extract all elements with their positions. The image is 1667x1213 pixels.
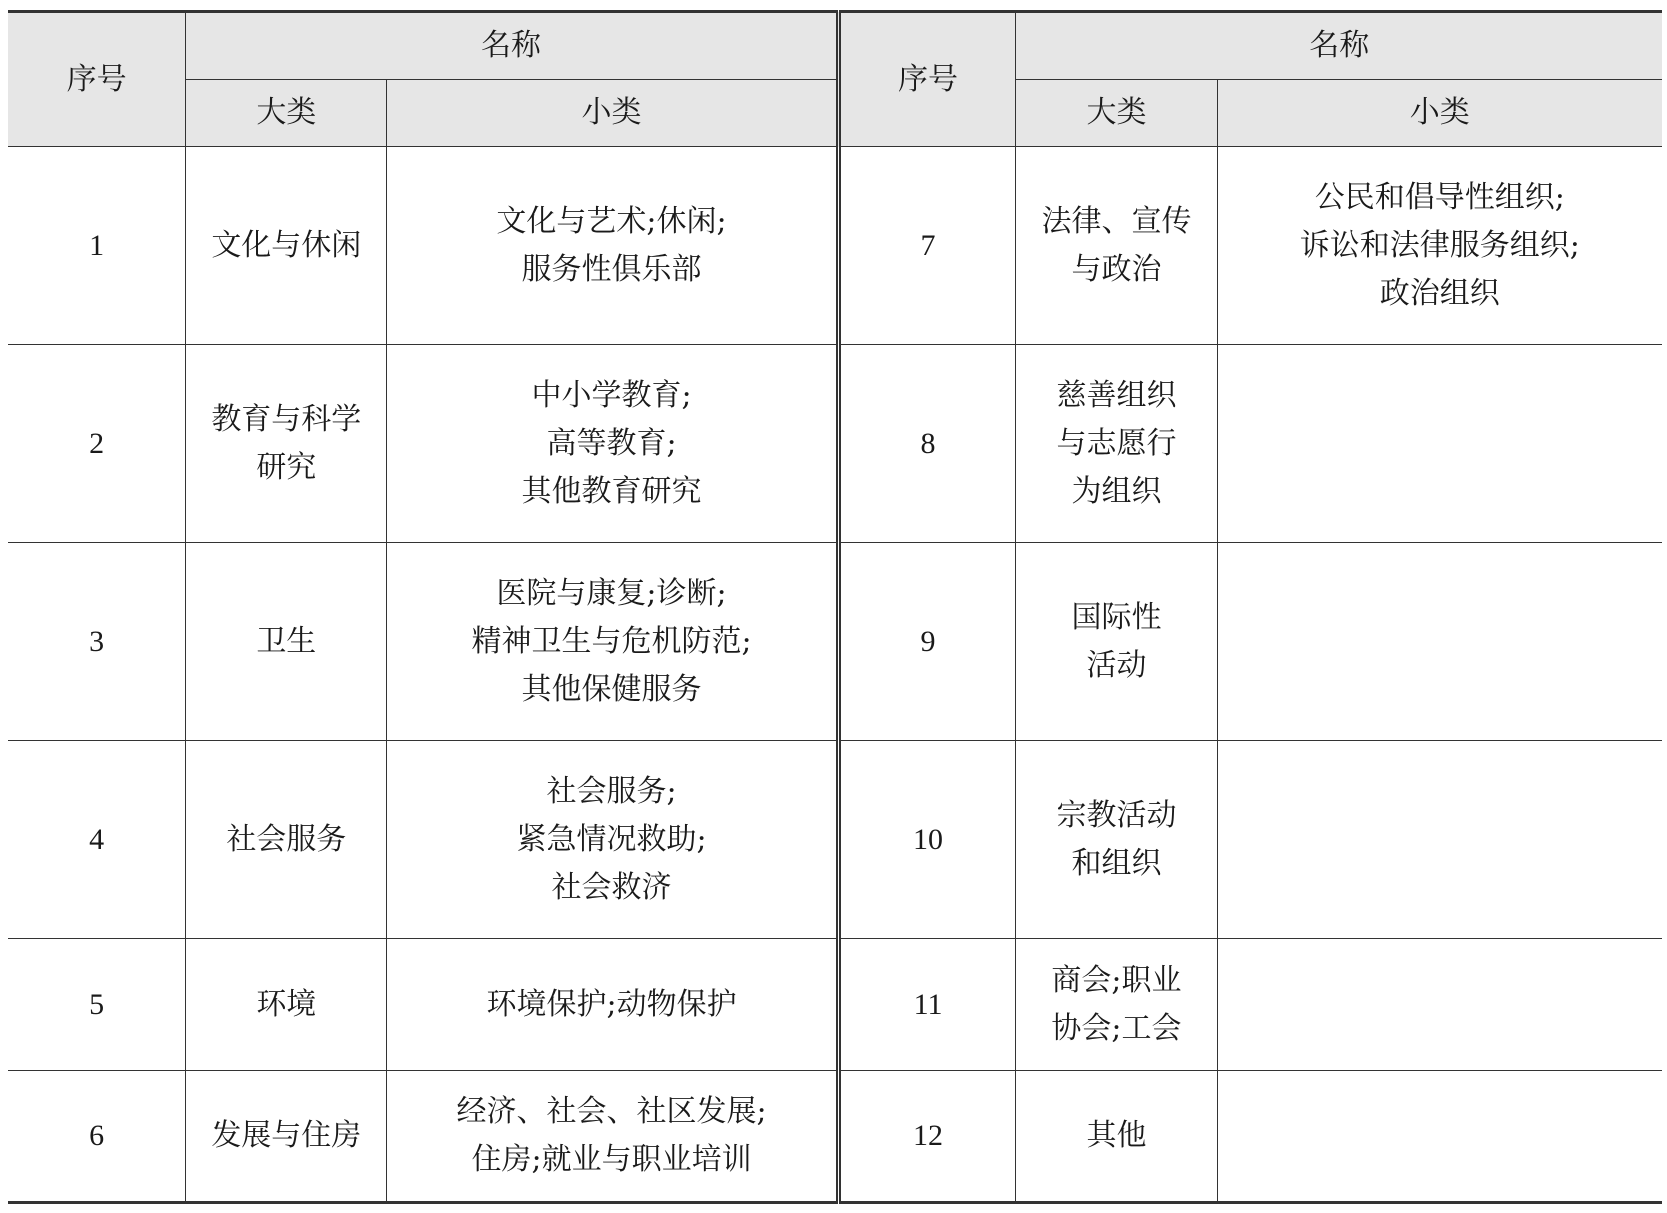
- minor-cell-left-line: 社会救济: [551, 869, 672, 905]
- major-cell-right-line: 活动: [1086, 647, 1147, 683]
- minor-cell-left-line: 文化与艺术;休闲;: [496, 203, 727, 239]
- minor-cell-left-line: 其他教育研究: [521, 473, 702, 509]
- seq-cell-left: 4: [8, 741, 186, 939]
- classification-table: [8, 10, 1662, 1204]
- seq-cell-right: 9: [838, 543, 1016, 741]
- minor-cell-left-line: 中小学教育;: [531, 377, 692, 413]
- header-minor-left: 小类: [387, 80, 838, 147]
- table-row: [8, 1071, 1662, 1203]
- minor-cell-right: [1217, 1071, 1662, 1203]
- major-cell-right-line: 其他: [1086, 1118, 1147, 1153]
- seq-cell-right: 8: [838, 345, 1016, 543]
- minor-cell-right: [1217, 939, 1662, 1071]
- seq-cell-left: 3: [8, 543, 186, 741]
- major-cell-left-line: 卫生: [256, 623, 317, 659]
- minor-cell-left: [387, 939, 838, 1071]
- major-cell-right: [1016, 345, 1217, 543]
- seq-cell-left: 6: [8, 1071, 186, 1203]
- header-minor-right: 小类: [1217, 80, 1662, 147]
- header-name-left: 名称: [186, 12, 838, 80]
- major-cell-right-line: 协会;工会: [1051, 1010, 1182, 1046]
- major-cell-left: [186, 1071, 387, 1203]
- minor-cell-right: [1217, 147, 1662, 345]
- minor-cell-left-line: 住房;就业与职业培训: [471, 1142, 752, 1177]
- table-row: [8, 741, 1662, 939]
- table-row: [8, 147, 1662, 345]
- major-cell-left: [186, 147, 387, 345]
- header-name-right: 名称: [1016, 12, 1662, 80]
- seq-cell-left: 2: [8, 345, 186, 543]
- minor-cell-left-line: 环境保护;动物保护: [486, 986, 737, 1022]
- major-cell-left: [186, 939, 387, 1071]
- seq-cell-right: 10: [838, 741, 1016, 939]
- minor-cell-left-line: 其他保健服务: [521, 671, 702, 707]
- major-cell-left-line: 环境: [256, 986, 317, 1022]
- table-row: [8, 543, 1662, 741]
- major-cell-right-line: 与政治: [1071, 251, 1162, 287]
- major-cell-right: [1016, 543, 1217, 741]
- minor-cell-right-line: 诉讼和法律服务组织;: [1299, 227, 1580, 263]
- major-cell-right-line: 宗教活动: [1056, 797, 1177, 833]
- major-cell-right: [1016, 741, 1217, 939]
- minor-cell-left-line: 经济、社会、社区发展;: [456, 1094, 767, 1129]
- table-row: [8, 345, 1662, 543]
- minor-cell-right: [1217, 741, 1662, 939]
- minor-cell-left: [387, 345, 838, 543]
- seq-cell-left: 1: [8, 147, 186, 345]
- minor-cell-right: [1217, 345, 1662, 543]
- minor-cell-right-line: 政治组织: [1379, 275, 1500, 311]
- major-cell-right: [1016, 147, 1217, 345]
- major-cell-right-line: 国际性: [1071, 599, 1162, 635]
- major-cell-left-line: 社会服务: [226, 821, 347, 857]
- major-cell-right-line: 与志愿行: [1056, 425, 1177, 461]
- header-major-right: 大类: [1016, 80, 1217, 147]
- major-cell-left: [186, 345, 387, 543]
- minor-cell-left-line: 服务性俱乐部: [521, 251, 702, 287]
- seq-cell-left: 5: [8, 939, 186, 1071]
- minor-cell-right-line: 公民和倡导性组织;: [1314, 179, 1565, 215]
- minor-cell-left: [387, 741, 838, 939]
- table-row: [8, 939, 1662, 1071]
- major-cell-left-line: 文化与休闲: [211, 227, 362, 263]
- minor-cell-right: [1217, 543, 1662, 741]
- header-row-top: [8, 12, 1662, 80]
- major-cell-right-line: 为组织: [1071, 473, 1162, 509]
- seq-cell-right: 11: [838, 939, 1016, 1071]
- major-cell-right-line: 商会;职业: [1051, 962, 1182, 998]
- minor-cell-left-line: 精神卫生与危机防范;: [471, 623, 752, 659]
- minor-cell-left-line: 社会服务;: [546, 773, 677, 809]
- header-row-bottom: [8, 80, 1662, 147]
- seq-cell-right: 12: [838, 1071, 1016, 1203]
- table-body: [8, 147, 1662, 1203]
- minor-cell-left: [387, 543, 838, 741]
- minor-cell-left-line: 紧急情况救助;: [516, 821, 707, 857]
- minor-cell-left-line: 医院与康复;诊断;: [496, 575, 727, 611]
- major-cell-left-line: 研究: [256, 449, 317, 485]
- minor-cell-left-line: 高等教育;: [546, 425, 677, 461]
- header-seq-left: 序号: [8, 12, 186, 147]
- seq-cell-right: 7: [838, 147, 1016, 345]
- major-cell-left-line: 发展与住房: [211, 1118, 362, 1153]
- major-cell-right-line: 法律、宣传: [1041, 203, 1192, 239]
- major-cell-left: [186, 543, 387, 741]
- major-cell-right: [1016, 1071, 1217, 1203]
- header-seq-right: 序号: [838, 12, 1016, 147]
- minor-cell-left: [387, 1071, 838, 1203]
- major-cell-left-line: 教育与科学: [211, 401, 362, 437]
- header-major-left: 大类: [186, 80, 387, 147]
- major-cell-left: [186, 741, 387, 939]
- minor-cell-left: [387, 147, 838, 345]
- major-cell-right-line: 和组织: [1071, 845, 1162, 881]
- major-cell-right: [1016, 939, 1217, 1071]
- major-cell-right-line: 慈善组织: [1056, 377, 1177, 413]
- classification-table-container: [8, 10, 1662, 1204]
